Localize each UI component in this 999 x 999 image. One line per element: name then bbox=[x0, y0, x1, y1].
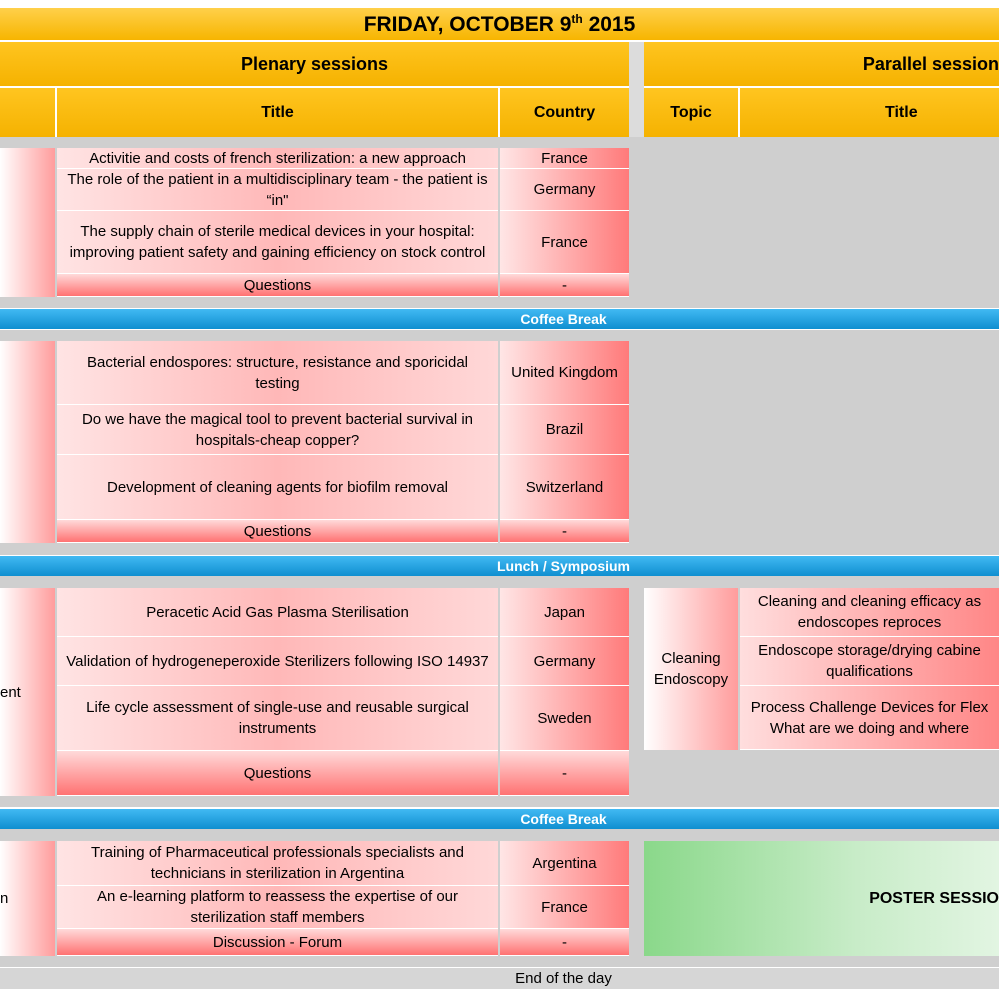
parallel-topic-cell: Cleaning Endoscopy bbox=[644, 588, 738, 750]
col-title-right-header: Title bbox=[740, 88, 999, 137]
poster-session-cell: POSTER SESSIO bbox=[644, 841, 999, 956]
talk-country: Germany bbox=[500, 637, 629, 686]
talk-title: An e-learning platform to reassess the expertise of our sterilization staff members bbox=[57, 886, 498, 929]
col-country-header: Country bbox=[500, 88, 629, 137]
session-cell-2 bbox=[0, 341, 55, 543]
talk-title: Peracetic Acid Gas Plasma Sterilisation bbox=[57, 588, 498, 637]
questions-dash: - bbox=[500, 520, 629, 543]
header-divider bbox=[629, 42, 644, 137]
talk-country: Japan bbox=[500, 588, 629, 637]
parallel-talk-title: Cleaning and cleaning efficacy as endoscopes reproces bbox=[740, 588, 999, 637]
parallel-talk-title: Process Challenge Devices for Flex What are we doing and where bbox=[740, 686, 999, 750]
col-title-header: Title bbox=[57, 88, 498, 137]
session-cell-1 bbox=[0, 148, 55, 297]
talk-title: Life cycle assessment of single-use and reusable surgical instruments bbox=[57, 686, 498, 751]
questions-row: Questions bbox=[57, 751, 498, 796]
questions-dash: - bbox=[500, 274, 629, 297]
talk-title: Do we have the magical tool to prevent bacterial survival in hospitals-cheap copper? bbox=[57, 405, 498, 455]
discussion-dash: - bbox=[500, 929, 629, 956]
coffee-break-bar-1: Coffee Break bbox=[0, 309, 999, 329]
talk-country: Switzerland bbox=[500, 455, 629, 520]
questions-row: Questions bbox=[57, 274, 498, 297]
talk-title: Bacterial endospores: structure, resistance and sporicidal testing bbox=[57, 341, 498, 405]
talk-country: Brazil bbox=[500, 405, 629, 455]
talk-country: France bbox=[500, 886, 629, 929]
questions-dash: - bbox=[500, 751, 629, 796]
lunch-symposium-bar: Lunch / Symposium bbox=[0, 556, 999, 576]
day-title: FRIDAY, OCTOBER 9th 2015 bbox=[363, 11, 636, 36]
discussion-row: Discussion - Forum bbox=[57, 929, 498, 956]
questions-row: Questions bbox=[57, 520, 498, 543]
parallel-sessions-header: Parallel session bbox=[644, 42, 999, 86]
session-cell-4: n bbox=[0, 841, 55, 956]
talk-country: Sweden bbox=[500, 686, 629, 751]
plenary-sessions-header: Plenary sessions bbox=[0, 42, 629, 86]
talk-country: France bbox=[500, 148, 629, 169]
talk-country: Argentina bbox=[500, 841, 629, 886]
parallel-talk-title: Endoscope storage/drying cabine qualifications bbox=[740, 637, 999, 686]
talk-title: The role of the patient in a multidisciplinary team - the patient is “in" bbox=[57, 169, 498, 211]
talk-title: The supply chain of sterile medical devices in your hospital: improving patient safety and gaining efficiency on stock control bbox=[57, 211, 498, 274]
talk-country: France bbox=[500, 211, 629, 274]
talk-title: Training of Pharmaceutical professionals specialists and technicians in sterilization in Argentina bbox=[57, 841, 498, 886]
talk-title: Validation of hydrogeneperoxide Sterilizers following ISO 14937 bbox=[57, 637, 498, 686]
end-of-day-bar: End of the day bbox=[0, 968, 999, 989]
talk-country: Germany bbox=[500, 169, 629, 211]
col-session-header bbox=[0, 88, 55, 137]
day-title-bar bbox=[0, 8, 999, 40]
col-topic-header: Topic bbox=[644, 88, 738, 137]
talk-title: Development of cleaning agents for biofilm removal bbox=[57, 455, 498, 520]
talk-title: Activitie and costs of french sterilization: a new approach bbox=[57, 148, 498, 169]
coffee-break-bar-2: Coffee Break bbox=[0, 809, 999, 829]
talk-country: United Kingdom bbox=[500, 341, 629, 405]
session-cell-3: ent bbox=[0, 588, 55, 796]
